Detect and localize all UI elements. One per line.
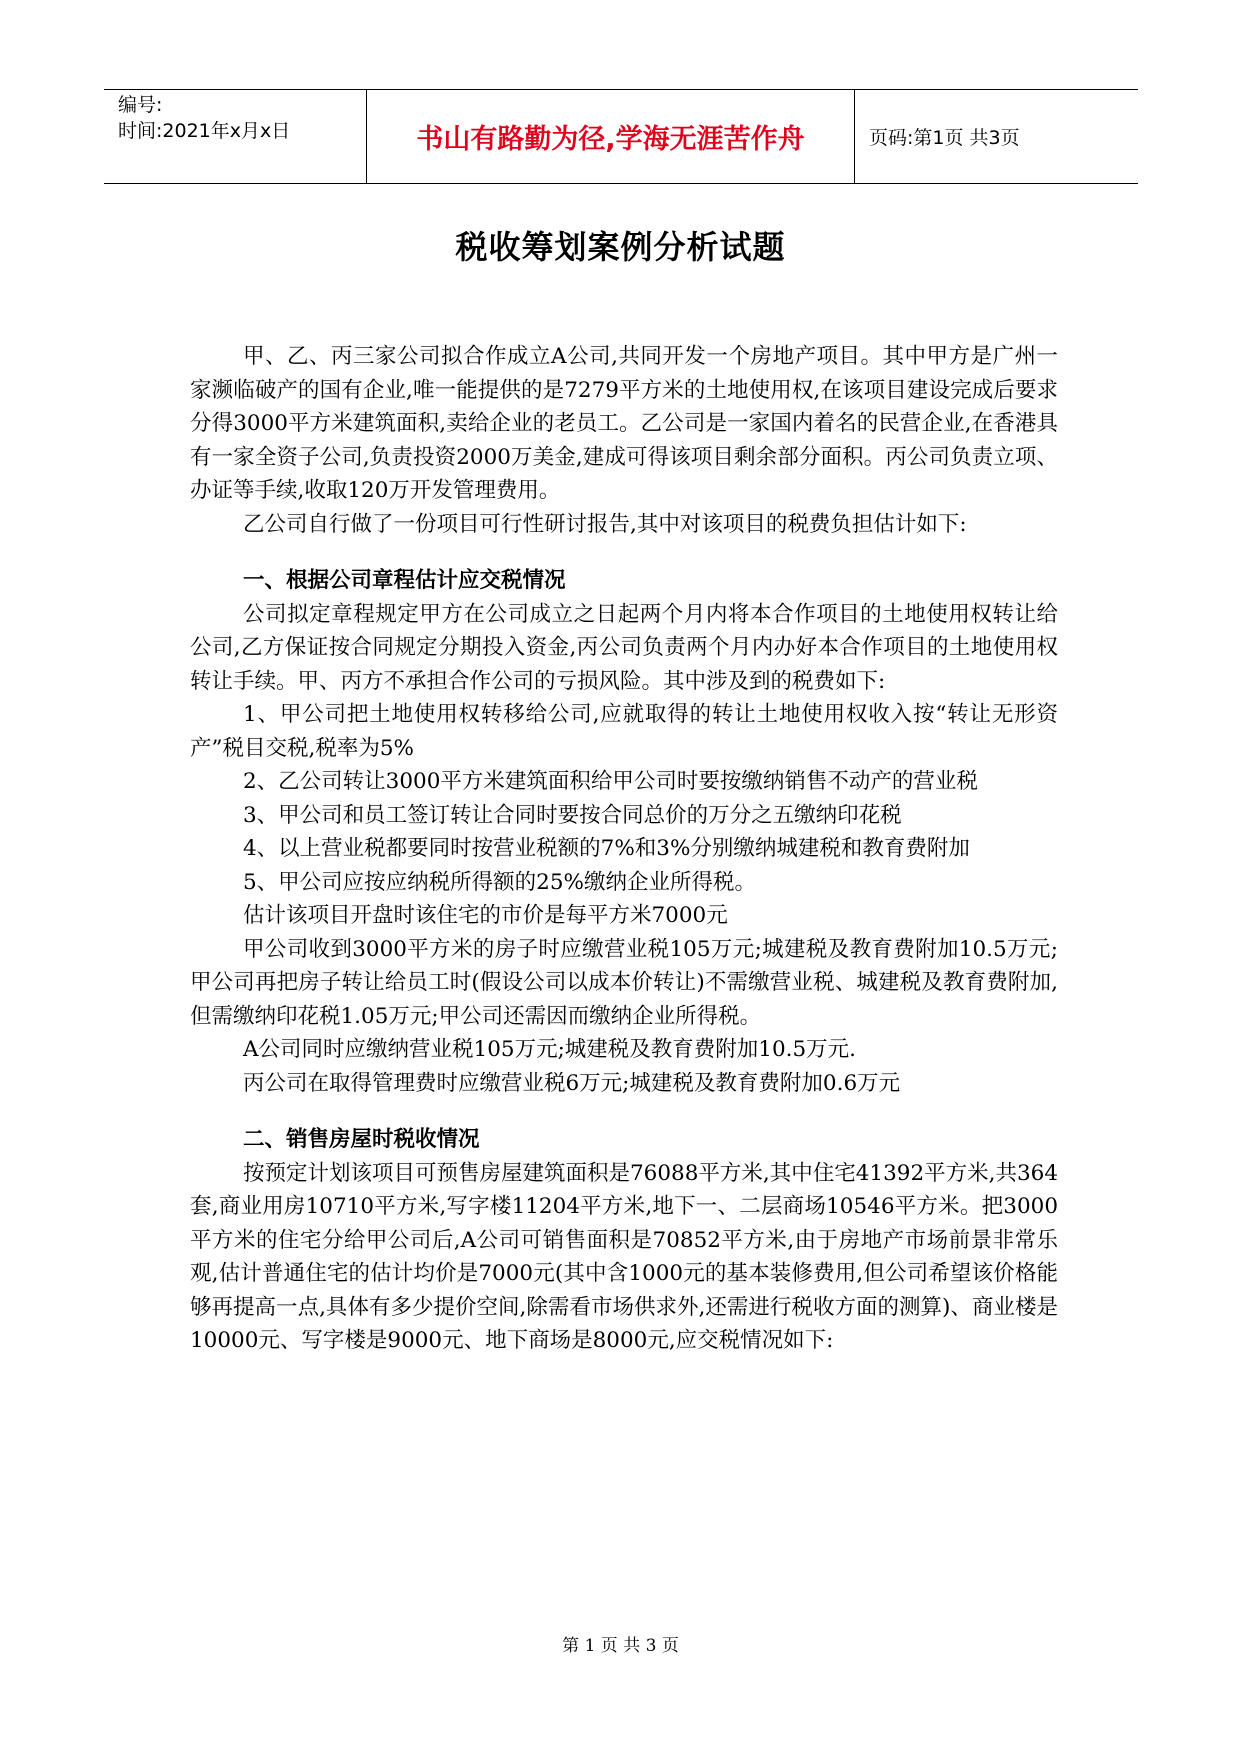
document-body (190, 340, 1058, 1358)
paragraph-company-a-tax: 甲公司收到3000平方米的房子时应缴营业税105万元;城建税及教育费附加10.5万元;甲公司再把房子转让给员工时(假设公司以成本价转让)不需缴营业税、城建税及教育费附加,但需缴纳印花税1.05万元;甲公司还需因而缴纳企业所得税。 (190, 936, 1058, 1029)
paragraph-market-price: 估计该项目开盘时该住宅的市价是每平方米7000元 (243, 903, 728, 928)
page-title: 税收筹划案例分析试题 (455, 228, 786, 266)
page-footer: 第 1 页 共 3 页 (562, 1636, 679, 1656)
document-header-table (104, 89, 1138, 184)
page-code: 页码:第1页 共3页 (869, 127, 1020, 149)
header-motto: 书山有路勤为径,学海无涯苦作舟 (416, 124, 805, 155)
list-item-3: 3、甲公司和员工签订转让合同时要按合同总价的万分之五缴纳印花税 (243, 802, 902, 828)
paragraph-company-c: 丙公司在取得管理费时应缴营业税6万元;城建税及教育费附加0.6万元 (243, 1070, 901, 1096)
paragraph-sales: 按预定计划该项目可预售房屋建筑面积是76088平方米,其中住宅41392平方米,共364套,商业用房10710平方米,写字楼11204平方米,地下一、二层商场10546平方米。把3000平方米的住宅分给甲公司后,A公司可销售面积是70852平方米,由于房地产市场前景非常乐观,估计普通住宅的估计均价是7000元(其中含1000元的基本装修费用,但公司希望该价格能够再提高一点,具体有多少提价空间,除需看市场供求外,还需进行税收方面的测算)、商业楼是10000元、写字楼是9000元、地下商场是8000元,应交税情况如下: (190, 1160, 1058, 1353)
header-info-cell (104, 90, 367, 183)
paragraph-charter: 公司拟定章程规定甲方在公司成立之日起两个月内将本合作项目的土地使用权转让给公司,乙方保证按合同规定分期投入资金,丙公司负责两个月内办好本合作项目的土地使用权转让手续。甲、丙方不承担合作公司的亏损风险。其中涉及到的税费如下: (190, 601, 1058, 694)
list-item-2: 2、乙公司转让3000平方米建筑面积给甲公司时要按缴纳销售不动产的营业税 (243, 769, 978, 794)
document-number-label: 编号: (118, 94, 163, 116)
paragraph-report: 乙公司自行做了一份项目可行性研讨报告,其中对该项目的税费负担估计如下: (243, 511, 967, 537)
paragraph-a-company: A公司同时应缴纳营业税105万元;城建税及教育费附加10.5万元. (243, 1037, 857, 1062)
section-heading-1: 一、根据公司章程估计应交税情况 (243, 568, 566, 593)
list-item-5: 5、甲公司应按应纳税所得额的25%缴纳企业所得税。 (243, 869, 756, 895)
paragraph-intro: 甲、乙、丙三家公司拟合作成立A公司,共同开发一个房地产项目。其中甲方是广州一家濒临破产的国有企业,唯一能提供的是7279平方米的土地使用权,在该项目建设完成后要求分得3000平方米建筑面积,卖给企业的老员工。乙公司是一家国内着名的民营企业,在香港具有一家全资子公司,负责投资2000万美金,建成可得该项目剩余部分面积。丙公司负责立项、办证等手续,收取120万开发管理费用。 (190, 344, 1058, 503)
header-motto-cell (367, 90, 855, 183)
header-page-cell (855, 90, 1138, 183)
list-item-1: 1、甲公司把土地使用权转移给公司,应就取得的转让土地使用权收入按“转让无形资产”税目交税,税率为5% (190, 702, 1058, 761)
document-time-label: 时间:2021年x月x日 (118, 120, 291, 142)
section-heading-2: 二、销售房屋时税收情况 (243, 1127, 480, 1152)
list-item-4: 4、以上营业税都要同时按营业税额的7%和3%分别缴纳城建税和教育费附加 (243, 836, 970, 861)
